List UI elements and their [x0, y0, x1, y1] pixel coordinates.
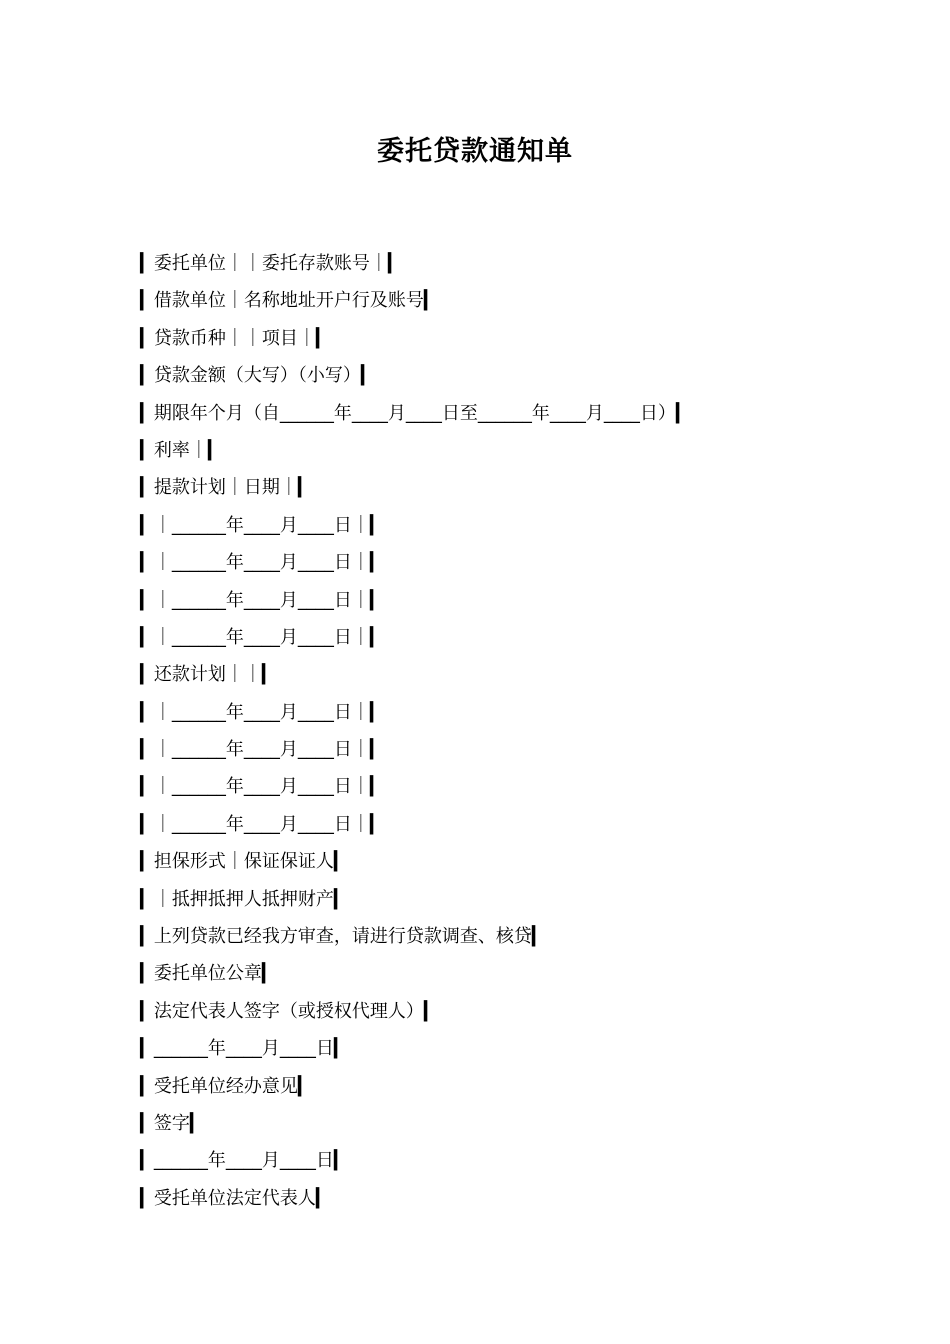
form-line-trustee-opinion: ▎受托单位经办意见▎ [140, 1075, 312, 1097]
form-line-term: ▎期限年个月（自______年____月____日至______年____月____日）▎ [140, 402, 690, 424]
form-line-borrowing-unit: ▎借款单位｜名称地址开户行及账号▎ [140, 290, 438, 312]
form-line-review-statement: ▎上列贷款已经我方审查，请进行贷款调查、核贷▎ [140, 926, 546, 948]
form-line-drawdown-date-1: ▎｜______年____月____日｜▎ [140, 514, 384, 536]
form-line-guarantee-form: ▎担保形式｜保证保证人▎ [140, 851, 348, 873]
form-line-entrusting-unit: ▎委托单位｜｜委托存款账号｜▎ [140, 253, 402, 274]
form-line-repayment-date-2: ▎｜______年____月____日｜▎ [140, 739, 384, 761]
form-line-signature-date-2: ▎______年____月____日▎ [140, 1150, 348, 1172]
form-line-drawdown-plan: ▎提款计划｜日期｜▎ [140, 477, 312, 499]
document-title: 委托贷款通知单 [377, 136, 573, 167]
form-line-loan-currency: ▎贷款币种｜｜项目｜▎ [140, 327, 330, 349]
form-line-signature: ▎签字▎ [140, 1112, 204, 1134]
form-line-trustee-legal-rep: ▎受托单位法定代表人▎ [140, 1187, 330, 1209]
form-line-repayment-date-1: ▎｜______年____月____日｜▎ [140, 701, 384, 723]
form-body [140, 245, 900, 1217]
form-line-interest-rate: ▎利率｜▎ [140, 439, 222, 461]
form-line-drawdown-date-3: ▎｜______年____月____日｜▎ [140, 589, 384, 611]
form-line-entrusting-seal: ▎委托单位公章▎ [140, 963, 276, 985]
form-line-mortgage: ▎｜抵押抵押人抵押财产▎ [140, 888, 348, 910]
form-line-repayment-date-3: ▎｜______年____月____日｜▎ [140, 776, 384, 798]
form-line-legal-rep-signature: ▎法定代表人签字（或授权代理人）▎ [140, 1000, 438, 1022]
form-line-drawdown-date-4: ▎｜______年____月____日｜▎ [140, 626, 384, 648]
form-line-signature-date-1: ▎______年____月____日▎ [140, 1038, 348, 1060]
form-line-repayment-date-4: ▎｜______年____月____日｜▎ [140, 813, 384, 835]
form-line-drawdown-date-2: ▎｜______年____月____日｜▎ [140, 552, 384, 574]
form-line-loan-amount: ▎贷款金额（大写）（小写）▎ [140, 365, 375, 387]
form-line-repayment-plan: ▎还款计划｜｜▎ [140, 664, 276, 686]
